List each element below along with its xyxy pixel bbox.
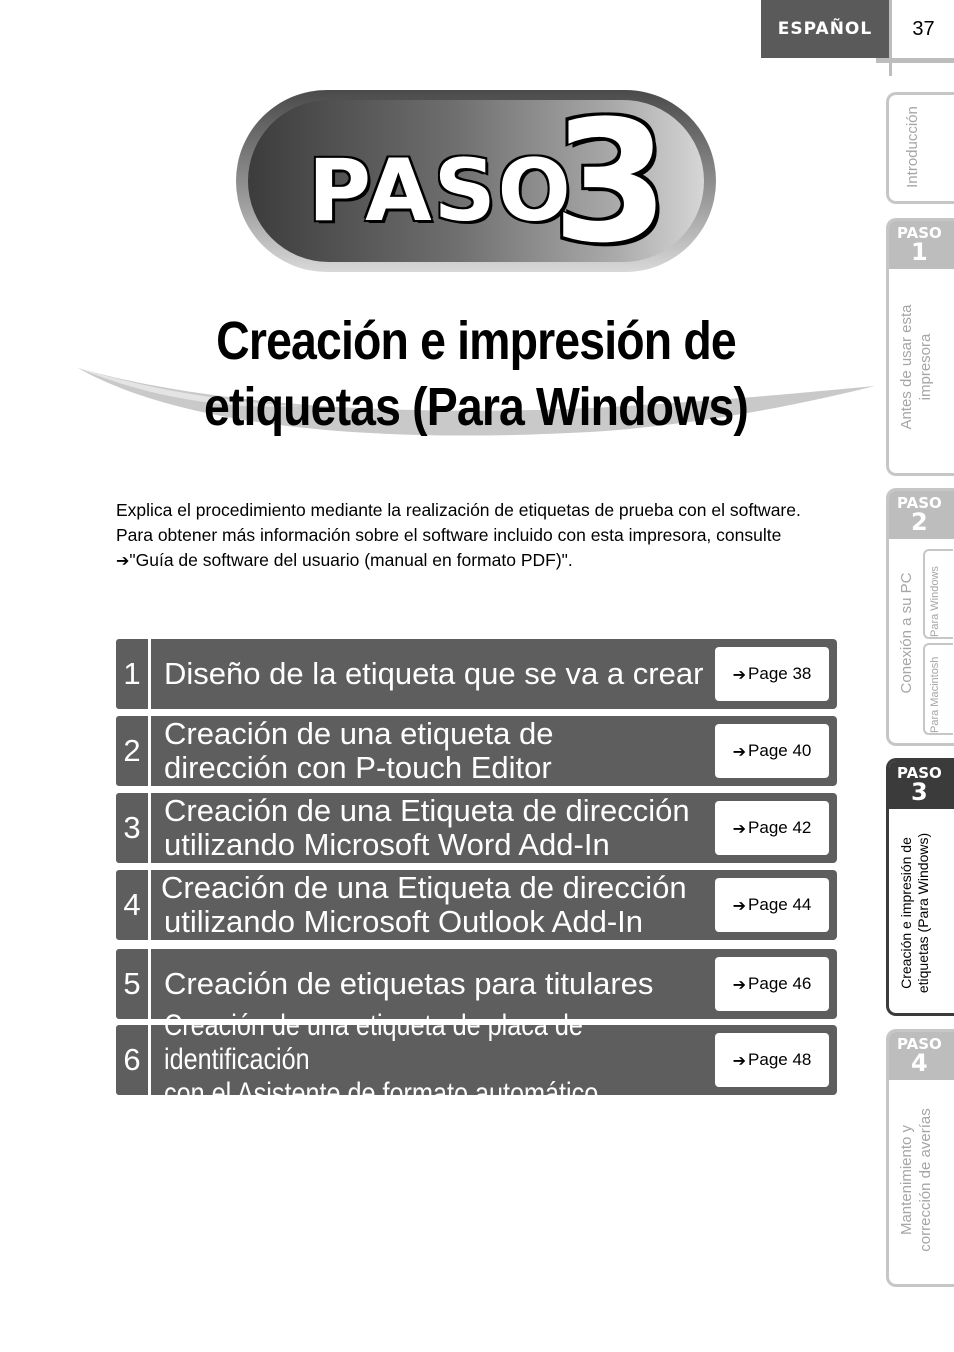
side-tab-label-line-2: etiquetas (Para Windows) — [915, 832, 931, 994]
side-tab-introduccion[interactable] — [886, 92, 954, 204]
side-tab-paso-word: PASO — [897, 764, 942, 782]
side-tab-label — [898, 821, 932, 1005]
side-tab-head — [889, 221, 954, 269]
step-number: 5 — [116, 949, 148, 1019]
step-label-line-2: dirección con P-touch Editor — [164, 750, 552, 785]
side-tab-paso-word: PASO — [897, 494, 942, 512]
side-tab-paso-number: 3 — [911, 778, 928, 806]
side-tab-label: Conexión a su PC — [898, 572, 915, 694]
arrow-icon: ➔ — [116, 551, 130, 570]
side-tab-label-line-2: impresora — [917, 333, 934, 401]
page-link-42[interactable] — [715, 801, 829, 855]
step-label-line-2: utilizando Microsoft Outlook Add-In — [164, 904, 644, 939]
sub-tab-macintosh[interactable] — [923, 643, 953, 735]
side-tab-head — [889, 1032, 954, 1080]
side-tab-label-line-1: Mantenimiento y — [898, 1124, 915, 1236]
step-label-line-1: Creación de una etiqueta de — [164, 716, 554, 751]
step-label — [164, 1009, 710, 1110]
side-tab-paso-1[interactable] — [886, 218, 954, 476]
intro-paragraph-2-prefix: Para obtener más información sobre el software incluido con esta impresora, consulte — [116, 525, 782, 545]
page-link-text: Page 42 — [748, 818, 812, 837]
intro-paragraph-1: Explica el procedimiento mediante la realización de etiquetas de prueba con el software. — [116, 500, 801, 520]
step-row-6 — [116, 1009, 837, 1110]
side-tab-head — [889, 761, 954, 809]
page-link-text: Page 46 — [748, 974, 812, 993]
step-label — [164, 639, 714, 709]
side-tab-paso-word: PASO — [897, 224, 942, 242]
arrow-icon: ➔ — [732, 974, 747, 994]
page-link-44[interactable] — [715, 878, 829, 932]
step-label — [164, 716, 714, 786]
arrow-icon: ➔ — [732, 664, 747, 684]
step-number: 4 — [116, 870, 148, 940]
side-tab-label-line-2: corrección de averías — [917, 1108, 934, 1252]
page-link-text: Page 38 — [748, 664, 812, 683]
step-number: 6 — [116, 1025, 148, 1095]
side-tab-head — [889, 491, 954, 539]
side-tab-paso-number: 4 — [911, 1049, 928, 1077]
side-tab-paso-number: 1 — [911, 238, 928, 266]
side-tab-paso-number: 2 — [911, 508, 928, 536]
header-divider-vertical — [889, 0, 892, 76]
step-row-2 — [116, 716, 837, 786]
intro-paragraph-2 — [116, 523, 836, 573]
page-link-text: Page 44 — [748, 895, 812, 914]
step-label-line-1: Creación de una Etiqueta de dirección — [161, 870, 687, 905]
step-number: 1 — [116, 639, 148, 709]
side-tab-paso-3[interactable] — [886, 758, 954, 1016]
sub-tab-label: Para Macintosh — [929, 656, 941, 733]
page-link-48[interactable] — [715, 1033, 829, 1087]
page-link-text: Page 48 — [748, 1050, 812, 1069]
arrow-icon: ➔ — [732, 895, 747, 915]
side-tab-label-line-1: Creación e impresión de — [898, 837, 914, 989]
software-guide-reference: "Guía de software del usuario (manual en formato PDF)". — [129, 550, 573, 570]
step-label-text: Diseño de la etiqueta que se va a crear — [164, 656, 704, 691]
step-label — [161, 870, 721, 940]
header-divider-horizontal — [876, 58, 954, 63]
side-tab-label-line-1: Antes de usar esta — [898, 304, 915, 430]
step-row-4 — [116, 870, 837, 940]
arrow-icon: ➔ — [732, 1050, 747, 1070]
side-tab-paso-4[interactable] — [886, 1029, 954, 1287]
page-title-line-2: etiquetas (Para Windows) — [203, 377, 749, 437]
side-tab-label — [897, 1090, 935, 1270]
side-tab-label — [897, 287, 935, 447]
step-label — [164, 793, 724, 863]
page-link-46[interactable] — [715, 957, 829, 1011]
page-link-40[interactable] — [715, 724, 829, 778]
sub-tab-label: Para Windows — [929, 566, 941, 637]
language-tab: ESPAÑOL — [761, 0, 889, 58]
step-row-1 — [116, 639, 837, 709]
side-tab-paso-2[interactable] — [886, 488, 954, 746]
page-number: 37 — [912, 17, 935, 40]
page-title-line-1: Creación e impresión de — [216, 311, 736, 371]
step-number: 3 — [116, 793, 148, 863]
step-label-line-1: Creación de una etiqueta de placa de identificación — [164, 1009, 583, 1076]
step-label-line-2: utilizando Microsoft Word Add-In — [164, 827, 610, 862]
step-number: 2 — [116, 716, 148, 786]
sub-tab-windows[interactable] — [923, 549, 953, 639]
side-tab-paso-word: PASO — [897, 1035, 942, 1053]
page-link-38[interactable] — [715, 647, 829, 701]
step-badge-word: PASO — [308, 141, 573, 241]
side-tab-label: Introducción — [904, 106, 921, 188]
page-link-text: Page 40 — [748, 741, 812, 760]
intro-text — [116, 498, 836, 573]
arrow-icon: ➔ — [732, 741, 747, 761]
arrow-icon: ➔ — [732, 818, 747, 838]
step-label-line-2: con el Asistente de formato automático — [164, 1077, 599, 1110]
step-label-line-1: Creación de una Etiqueta de dirección — [164, 793, 690, 828]
step-label-text: Creación de etiquetas para titulares — [164, 966, 654, 1001]
page-title — [170, 308, 782, 440]
step-row-3 — [116, 793, 837, 863]
step-badge-number: 3 — [552, 84, 669, 280]
